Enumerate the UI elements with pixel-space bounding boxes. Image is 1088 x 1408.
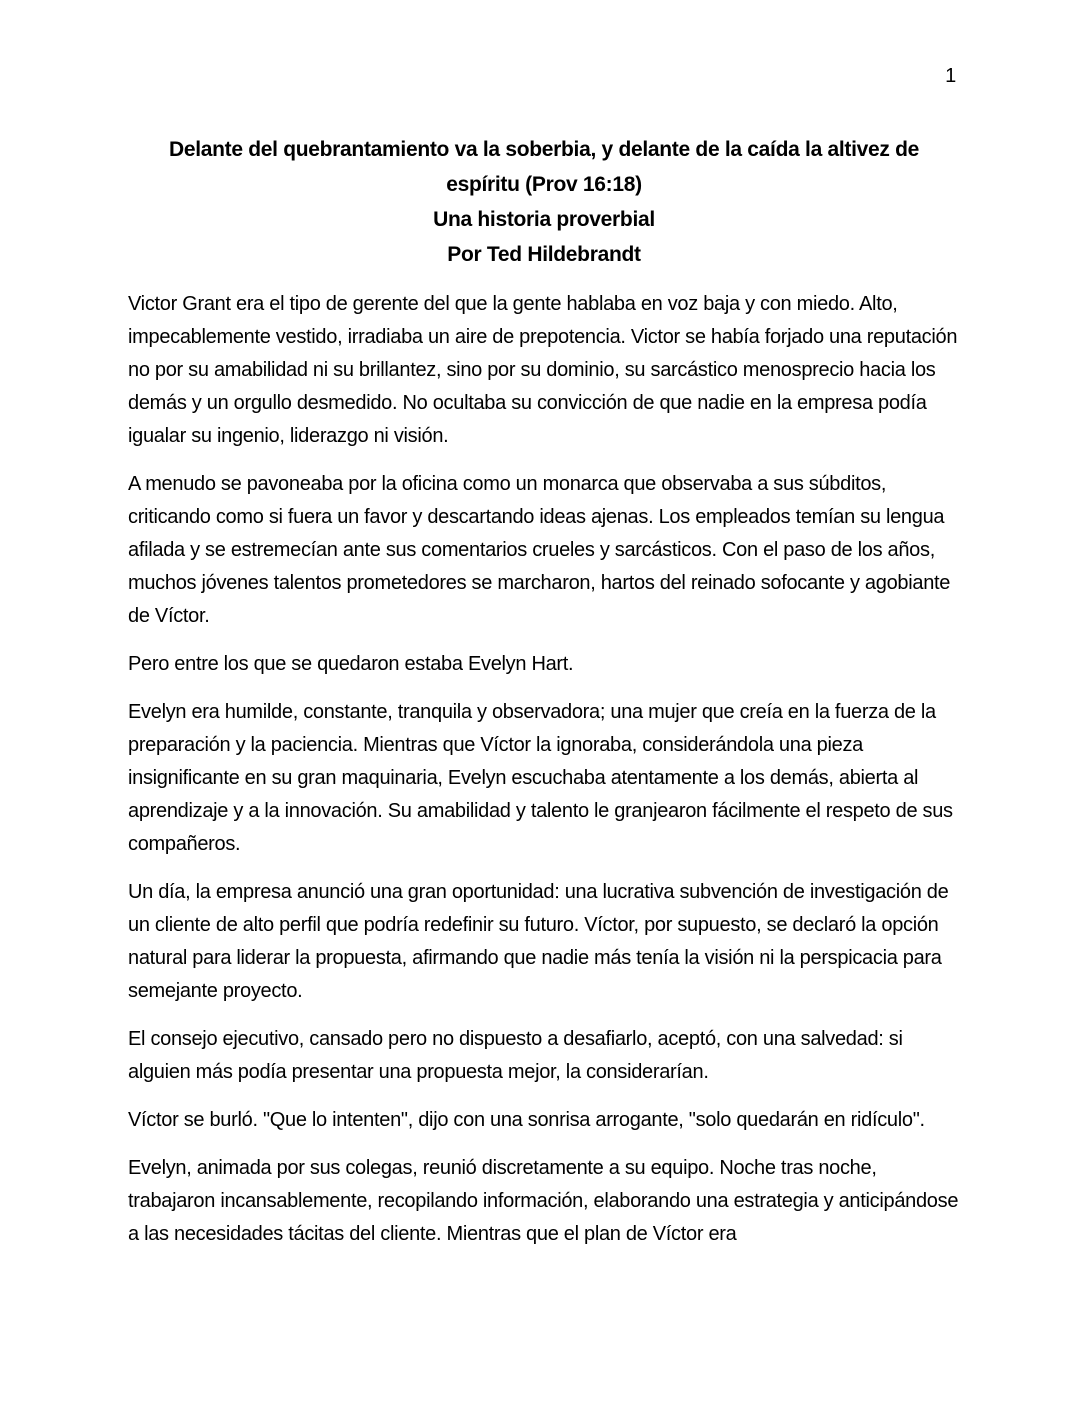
title-line-1: Delante del quebrantamiento va la soberbia, y delante de la caída la altivez de <box>168 138 920 161</box>
page-number: 1 <box>945 65 956 87</box>
paragraph-8: Evelyn, animada por sus colegas, reunió discretamente a su equipo. Noche tras noche, trabajaron incansablemente, recopilando información, elaborando una estrategia y anticipándose a las necesidades tácitas del cliente. Mientras que el plan de Víctor era <box>128 1157 959 1245</box>
paragraph-5: Un día, la empresa anunció una gran oportunidad: una lucrativa subvención de investigación de un cliente de alto perfil que podría redefinir su futuro. Víctor, por supuesto, se declaró la opción natural para liderar la propuesta, afirmando que nadie más tenía la visión ni la perspicacia para semejante proyecto. <box>128 881 949 1002</box>
subtitle: Una historia proverbial <box>433 208 655 231</box>
title-line-2: espíritu (Prov 16:18) <box>446 173 642 196</box>
paragraph-1: Victor Grant era el tipo de gerente del que la gente hablaba en voz baja y con miedo. Alto, impecablemente vestido, irradiaba un aire de prepotencia. Victor se había forjado una reputación no por su amabilidad ni su brillantez, sino por su dominio, su sarcástico menosprecio hacia los demás y un orgullo desmedido. No ocultaba su convicción de que nadie en la empresa podía igualar su ingenio, liderazgo ni visión. <box>128 293 958 447</box>
document-body <box>128 288 960 1251</box>
document-title-block <box>128 132 960 272</box>
paragraph-7: Víctor se burló. "Que lo intenten", dijo con una sonrisa arrogante, "solo quedarán en ridículo". <box>128 1109 925 1131</box>
paragraph-4: Evelyn era humilde, constante, tranquila y observadora; una mujer que creía en la fuerza de la preparación y la paciencia. Mientras que Víctor la ignoraba, considerándola una pieza insignificante en su gran maquinaria, Evelyn escuchaba atentamente a los demás, abierta al aprendizaje y a la innovación. Su amabilidad y talento le granjearon fácilmente el respeto de sus compañeros. <box>128 701 953 855</box>
byline: Por Ted Hildebrandt <box>447 243 641 266</box>
paragraph-2: A menudo se pavoneaba por la oficina como un monarca que observaba a sus súbditos, criticando como si fuera un favor y descartando ideas ajenas. Los empleados temían su lengua afilada y se estremecían ante sus comentarios crueles y sarcásticos. Con el paso de los años, muchos jóvenes talentos prometedores se marcharon, hartos del reinado sofocante y agobiante de Víctor. <box>128 473 951 627</box>
paragraph-6: El consejo ejecutivo, cansado pero no dispuesto a desafiarlo, aceptó, con una salvedad: si alguien más podía presentar una propuesta mejor, la considerarían. <box>128 1028 903 1083</box>
paragraph-3: Pero entre los que se quedaron estaba Evelyn Hart. <box>128 653 574 675</box>
